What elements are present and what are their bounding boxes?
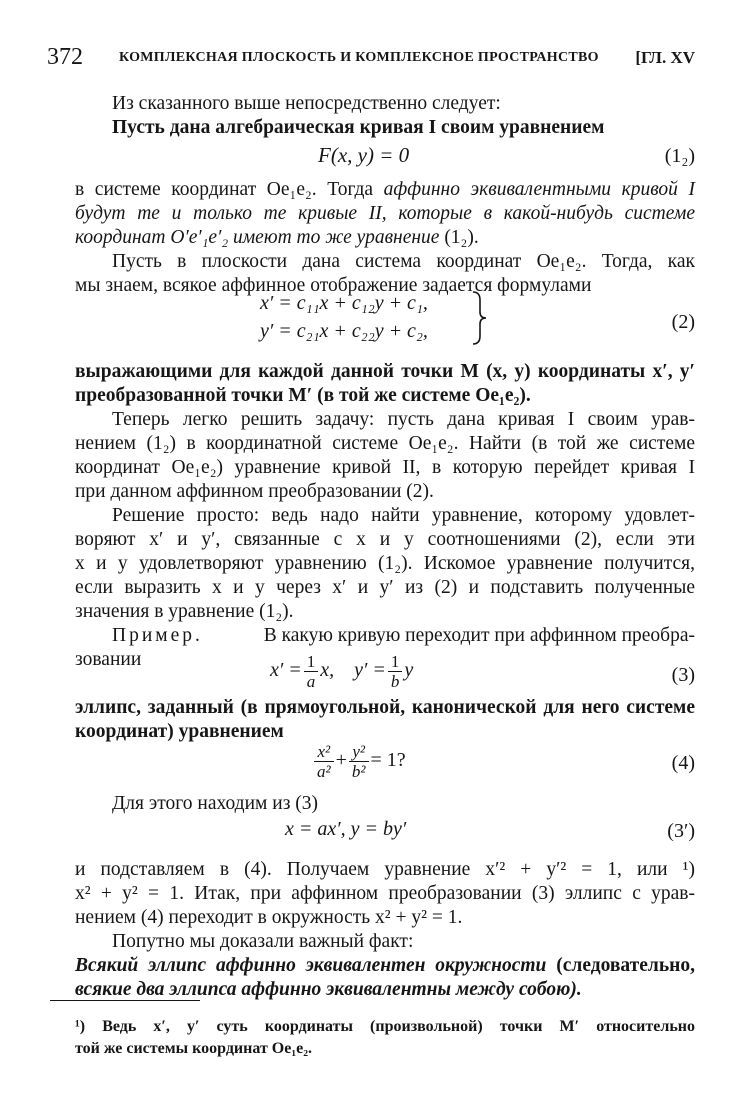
paragraph-2-line-1: Пусть в плоскости дана система координат Oe₁e₂. Тогда, как — [112, 251, 695, 272]
footnote-line-2: той же системы координат Oe₁e₂. — [75, 1040, 313, 1057]
paragraph-1-line-3: координат O′e′₁e′₂ имеют то же уравнение (1₂). — [75, 227, 479, 248]
paragraph-4-line-1: Теперь легко решить задачу: пусть дана кривая I своим урав- — [112, 409, 695, 430]
footnote-line-1: ¹) Ведь x′, y′ суть координаты (произвольной) точки M′ относительно — [75, 1018, 695, 1035]
paragraph-7-line-2: координат) уравнением — [75, 721, 284, 742]
paragraph-4-line-4: при данном аффинном преобразовании (2). — [75, 481, 434, 502]
running-title: КОМПЛЕКСНАЯ ПЛОСКОСТЬ И КОМПЛЕКСНОЕ ПРОСТРАНСТВО — [119, 50, 599, 65]
paragraph-5-line-1: Решение просто: ведь надо найти уравнение, которому удовлет- — [112, 505, 695, 526]
paragraph-4-line-3: координат Oe₁e₂) уравнение кривой II, в которую перейдет кривая I — [75, 457, 695, 478]
paragraph-7-line-1: эллипс, заданный (в прямоугольной, канонической для него системе — [75, 697, 695, 718]
equation-3: x′ = $\frac{1}{a}$ x, y′ = $\frac{1}{b}$ y — [270, 652, 414, 691]
paragraph-9-line-3: нением (4) переходит в окружность x² + y² = 1. — [75, 907, 463, 928]
right-brace-icon — [470, 290, 488, 346]
paragraph-10: Попутно мы доказали важный факт: — [112, 931, 414, 952]
equation-2-line-1: x′ = c₁₁x + c₁₂y + c₁, — [260, 292, 428, 314]
paragraph-5-line-3: x и y удовлетворяют уравнению (1₂). Искомое уравнение получится, — [75, 553, 695, 574]
lead-line: Пусть дана алгебраическая кривая I своим уравнением — [112, 117, 605, 138]
paragraph-5-line-5: значения в уравнение (1₂). — [75, 601, 294, 622]
paragraph-2-line-2: мы знаем, всякое аффинное отображение задается формулами — [75, 275, 592, 296]
example-label: Пример. — [112, 625, 203, 646]
footnote-divider — [50, 1000, 200, 1001]
equation-2-number: (2) — [671, 311, 695, 333]
equation-3-prime: x = ax′, y = by′ — [285, 818, 407, 840]
paragraph-9-line-2: x² + y² = 1. Итак, при аффинном преобразовании (3) эллипс с урав- — [75, 883, 695, 904]
intro-line: Из сказанного выше непосредственно следует: — [112, 93, 501, 114]
paragraph-6-line-1: Пример. В какую кривую переходит при аффинном преобра- — [112, 625, 695, 646]
paragraph-11-line-1: Всякий эллипс аффинно эквивалентен окружности (следовательно, — [75, 955, 696, 976]
equation-3-number: (3) — [671, 664, 695, 686]
paragraph-1-line-2: будут те и только те кривые II, которые в какой-нибудь системе — [75, 203, 695, 224]
equation-1: F(x, y) = 0 — [318, 143, 410, 167]
equation-2-line-2: y′ = c₂₁x + c₂₂y + c₂, — [260, 320, 428, 342]
equation-3-prime-number: (3′) — [667, 820, 695, 842]
paragraph-5-line-4: если выразить x и y через x′ и y′ из (2) и подставить полученные — [75, 577, 695, 598]
paragraph-9-line-1: и подставляем в (4). Получаем уравнение x′² + y′² = 1, или ¹) — [75, 859, 695, 880]
equation-1-number: (1₂) — [664, 145, 695, 167]
running-header — [47, 44, 695, 74]
chapter-marker: [ГЛ. XV — [635, 48, 695, 67]
paragraph-3-line-2: преобразованной точки M′ (в той же системе Oe₁e₂). — [75, 385, 531, 406]
paragraph-8: Для этого находим из (3) — [112, 793, 319, 814]
paragraph-11-line-2: всякие два эллипса аффинно эквивалентны между собою). — [75, 979, 582, 1000]
equation-4: $\frac{\text{x²}}{\text{a²}}$ + $\frac{\text{y²}}{\text{b²}}$ = 1? — [312, 742, 406, 781]
paragraph-1-line-1: в системе координат Oe₁e₂. Тогда аффинно эквивалентными кривой I — [75, 179, 696, 200]
page-number: 372 — [47, 44, 83, 70]
paragraph-6-line-2: зовании — [75, 649, 142, 670]
paragraph-4-line-2: нением (1₂) в координатной системе Oe₁e₂. Найти (в той же системе — [75, 433, 695, 454]
equation-4-number: (4) — [671, 752, 695, 774]
paragraph-5-line-2: воряют x′ и y′, связанные с x и y соотношениями (2), если эти — [75, 529, 695, 550]
paragraph-3-line-1: выражающими для каждой данной точки M (x, y) координаты x′, y′ — [75, 361, 695, 382]
